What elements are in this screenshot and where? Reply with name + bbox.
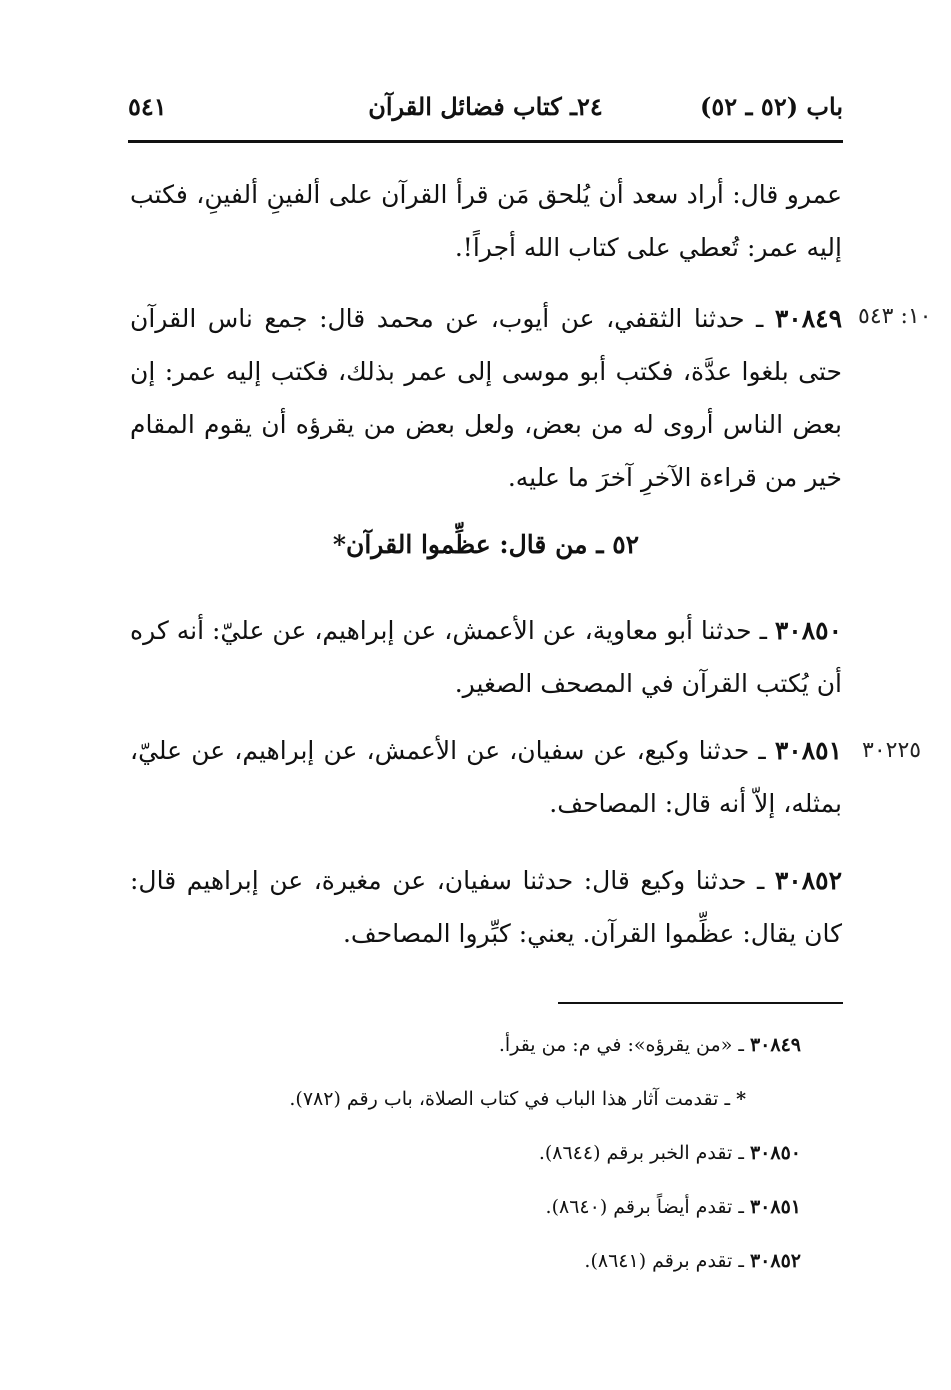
footnote <box>539 1138 801 1168</box>
header-chapter: باب (٥٢ ـ ٥٢) <box>700 92 843 121</box>
footnote-text: ـ تقدم برقم (٨٦٤١). <box>584 1250 750 1272</box>
hadith-30849 <box>130 292 842 504</box>
paragraph-continuation <box>130 168 842 274</box>
footnote <box>289 1084 746 1114</box>
section-title: ٥٢ ـ من قال: عظِّموا القرآن* <box>332 530 640 559</box>
footnote-text: ـ تقدمت آثار هذا الباب في كتاب الصلاة، باب رقم (٧٨٢). <box>289 1088 737 1110</box>
footnote-text: ـ تقدم الخبر برقم (٨٦٤٤). <box>538 1142 750 1164</box>
paragraph-text: ـ حدثنا الثقفي، عن أيوب، عن محمد قال: جمع ناس القرآن حتى بلغوا عدَّة، فكتب أبو موسى إلى عمر بذلك، فكتب إليه عمر: إن بعض الناس أروى له من بعض، ولعل بعض من يقرؤه أن يقوم المقام خير من قراءة الآخرِ آخرَ ما عليه. <box>130 304 842 492</box>
footnote-number: ٣٠٨٥١ <box>749 1196 801 1218</box>
footnote-number: ٣٠٨٤٩ <box>749 1034 801 1056</box>
footnote <box>584 1246 801 1276</box>
hadith-30850 <box>130 604 842 710</box>
page-number: ٥٤١ <box>128 92 167 121</box>
paragraph-text: ـ حدثنا أبو معاوية، عن الأعمش، عن إبراهيم، عن عليّ: أنه كره أن يُكتب القرآن في المصحف الصغير. <box>130 616 842 698</box>
hadith-number: ٣٠٨٥١ <box>774 736 842 765</box>
hadith-number: ٣٠٨٤٩ <box>774 304 842 333</box>
margin-reference: ٣٠٢٢٥ <box>862 738 922 763</box>
footnote-text: ـ تقدم أيضاً برقم (٨٦٤٠). <box>545 1196 750 1218</box>
hadith-number: ٣٠٨٥٠ <box>774 616 842 645</box>
footnote <box>546 1192 801 1222</box>
paragraph-text: ـ حدثنا وكيع قال: حدثنا سفيان، عن مغيرة، عن إبراهيم قال: كان يقال: عظِّموا القرآن. يعني: كبِّروا المصاحف. <box>130 866 842 948</box>
hadith-30851 <box>130 724 842 830</box>
hadith-30852 <box>130 854 842 960</box>
footnote-asterisk: * <box>736 1088 746 1110</box>
header-rule <box>128 140 843 143</box>
footnote-number: ٣٠٨٥٢ <box>749 1250 801 1272</box>
header-title: ٢٤ـ كتاب فضائل القرآن <box>368 92 603 121</box>
footnote-number: ٣٠٨٥٠ <box>749 1142 801 1164</box>
paragraph-text: ـ حدثنا وكيع، عن سفيان، عن الأعمش، عن إبراهيم، عن عليّ، بمثله، إلاّ أنه قال: المصاحف. <box>130 736 842 818</box>
footnote-text: ـ «من يقرؤه»: في م: من يقرأ. <box>498 1034 750 1056</box>
paragraph-text: عمرو قال: أراد سعد أن يُلحق مَن قرأ القرآن على ألفينِ ألفينِ، فكتب إليه عمر: تُعطي على كتاب الله أجراً!. <box>130 180 842 262</box>
page-header <box>128 92 843 136</box>
footnote <box>499 1030 801 1060</box>
margin-reference: ١٠: ٥٤٣ <box>858 304 932 329</box>
hadith-number: ٣٠٨٥٢ <box>774 866 842 895</box>
footnote-rule <box>558 1002 843 1004</box>
